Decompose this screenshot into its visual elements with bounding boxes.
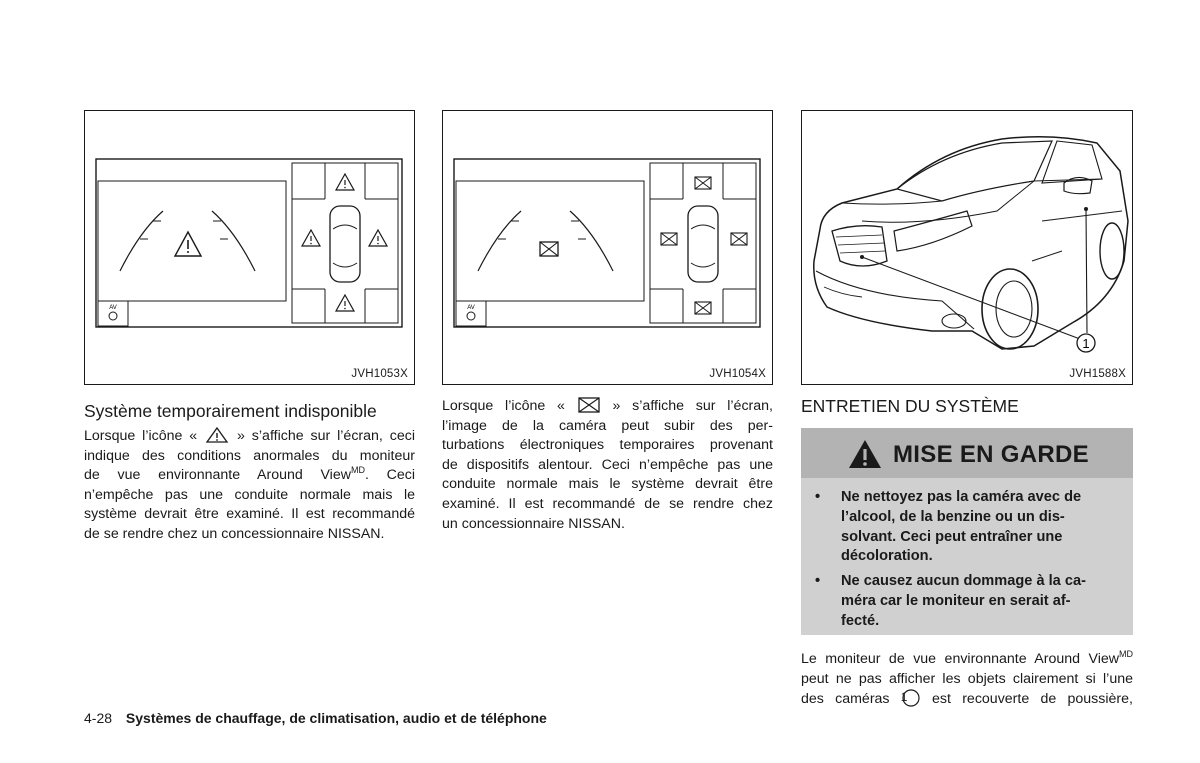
- figure-interference-display: [442, 110, 773, 385]
- text-line: fecté.: [841, 612, 880, 629]
- text-line: l’alcool, de la benzine ou un dis-: [841, 508, 1065, 525]
- crossed-box-icon: [540, 242, 558, 256]
- text-line: [84, 466, 415, 486]
- warning-item: [815, 572, 1121, 632]
- vehicle-illustration: [802, 111, 1134, 386]
- warning-box: [801, 428, 1133, 635]
- figure-code: JVH1588X: [1069, 368, 1126, 380]
- paragraph-maintenance: [801, 650, 1133, 710]
- text-line: examiné. Il est recommandé de se rendre chez: [442, 495, 773, 512]
- figure-code: JVH1054X: [709, 368, 766, 380]
- text-line: de dispositifs alentour. Ceci n’empêche pas une: [442, 456, 773, 473]
- text-line: Ne causez aucun dommage à la ca-: [841, 573, 1086, 589]
- text-line: [801, 650, 1133, 670]
- text-line: système devrait être examiné. Il est recommandé: [84, 506, 415, 523]
- text-line: méra car le moniteur en serait af-: [841, 592, 1071, 609]
- text-line: Ne nettoyez pas la caméra avec de: [841, 489, 1082, 505]
- svg-text:AV: AV: [467, 305, 475, 311]
- bullet: •: [815, 489, 821, 505]
- text-fragment: est recouverte de poussière,: [932, 691, 1133, 708]
- text-fragment: » s’affiche sur l’écran, ceci: [237, 428, 415, 444]
- warning-triangle-icon: [848, 439, 882, 469]
- paragraph-unavailable: [84, 426, 415, 545]
- text-line: solvant. Ceci peut entraîner une: [841, 528, 1063, 545]
- text-line: n’empêche pas une conduite normale mais le: [84, 486, 415, 503]
- svg-text:AV: AV: [109, 305, 117, 311]
- text-fragment: Lorsque l’icône «: [442, 398, 565, 414]
- bullet: •: [815, 573, 821, 589]
- text-line: conduite normale mais le système devrait être: [442, 476, 773, 493]
- figure-code: JVH1053X: [351, 368, 408, 380]
- text-line: turbations électroniques temporaires provenant: [442, 437, 773, 454]
- callout-circle-icon: [901, 689, 921, 707]
- text-line: décoloration.: [841, 548, 933, 565]
- text-line: un concessionnaire NISSAN.: [442, 515, 625, 532]
- section-heading-unavailable: Système temporairement indisponible: [84, 401, 377, 421]
- warning-header: [801, 428, 1133, 478]
- text-fragment: . Ceci: [364, 467, 415, 484]
- callout-number: 1: [1082, 336, 1090, 351]
- crossed-box-icon: [577, 396, 601, 414]
- figure-vehicle-cameras: [801, 110, 1133, 385]
- text-line: [84, 426, 415, 447]
- callout-number: 1: [900, 690, 908, 705]
- warning-item: [815, 488, 1121, 568]
- text-fragment: des caméras: [801, 691, 890, 708]
- around-view-display-illustration: [443, 111, 774, 386]
- warning-triangle-icon: [204, 426, 230, 444]
- superscript: MD: [350, 465, 365, 476]
- section-heading-maintenance: ENTRETIEN DU SYSTÈME: [801, 396, 1019, 416]
- text-line: [801, 689, 1133, 710]
- text-line: peut ne pas afficher les objets clairement si l’une: [801, 670, 1133, 687]
- figure-warning-display: [84, 110, 415, 385]
- text-fragment: de vue environnante Around View: [84, 467, 351, 484]
- page-footer: [84, 710, 547, 726]
- text-line: indique des conditions anormales du moniteur: [84, 447, 415, 464]
- warning-triangle-icon: [175, 232, 201, 256]
- text-line: de se rendre chez un concessionnaire NISSAN.: [84, 525, 385, 542]
- paragraph-interference: [442, 396, 773, 534]
- text-fragment: Le moniteur de vue environnante Around View: [801, 651, 1119, 667]
- text-line: [442, 396, 773, 417]
- warning-title: MISE EN GARDE: [893, 441, 1089, 468]
- around-view-display-illustration: [85, 111, 416, 386]
- chapter-title: Systèmes de chauffage, de climatisation, audio et de téléphone: [125, 710, 547, 726]
- text-fragment: Lorsque l’icône «: [84, 428, 198, 444]
- text-line: l’image de la caméra peut subir des per-: [442, 417, 773, 434]
- superscript: MD: [1119, 649, 1133, 659]
- text-fragment: » s’affiche sur l’écran,: [612, 398, 773, 414]
- page-number: 4-28: [84, 710, 113, 726]
